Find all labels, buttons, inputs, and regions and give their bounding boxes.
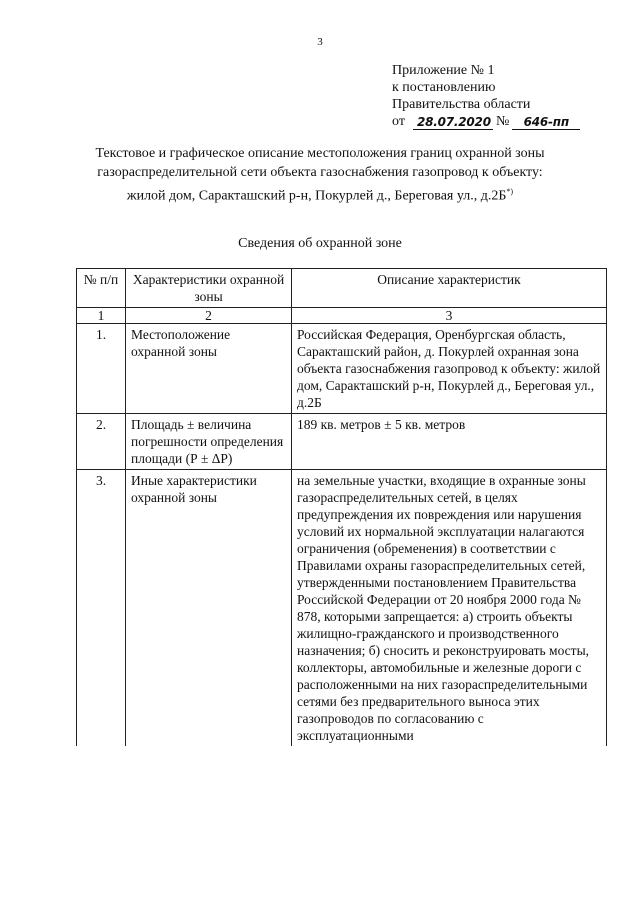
footnote-mark: *) xyxy=(506,187,514,196)
protection-zone-table xyxy=(76,268,607,746)
appendix-date-line xyxy=(392,113,580,130)
column-numbering-row xyxy=(77,308,607,324)
column-number: 3 xyxy=(292,308,607,324)
from-label: от xyxy=(392,114,405,129)
number-label: № xyxy=(495,114,510,129)
table-row xyxy=(77,470,607,747)
column-number: 1 xyxy=(77,308,126,324)
row-characteristic: Местоположение охранной зоны xyxy=(126,324,292,414)
handwritten-number: 646-пп xyxy=(512,116,580,130)
row-number: 3. xyxy=(77,470,126,747)
table-row xyxy=(77,324,607,414)
row-description: на земельные участки, входящие в охранные зоны газораспределительных сетей, в целях предупреждения их повреждения или нарушения условий их нормальной эксплуатации налагаются ограничения (обременения) в соответствии с Правилами охраны газораспределительных сетей, утвержденными постановлением Правительства Российской Федерации от 20 ноября 2000 года № 878, которыми запрещается: а) строить объекты жилищно-гражданского и производственного назначения; б) сносить и реконструировать мосты, коллекторы, автомобильные и железные дороги с расположенными на них газораспределительными сетями без предварительного выноса этих газопроводов по согласованию с эксплуатационными xyxy=(292,470,607,747)
appendix-line-1: Приложение № 1 xyxy=(392,63,495,78)
header-description: Описание характеристик xyxy=(292,269,607,308)
appendix-line-3: Правительства области xyxy=(392,97,531,112)
page-number: 3 xyxy=(317,36,323,48)
section-subtitle: Сведения об охранной зоне xyxy=(238,236,402,251)
row-number: 2. xyxy=(77,414,126,470)
appendix-line-2: к постановлению xyxy=(392,80,496,95)
handwritten-date: 28.07.2020 xyxy=(413,116,493,130)
row-characteristic: Иные характеристики охранной зоны xyxy=(126,470,292,747)
row-number: 1. xyxy=(77,324,126,414)
row-characteristic: Площадь ± величина погрешности определения площади (Р ± ΔР) xyxy=(126,414,292,470)
title-text: Текстовое и графическое описание местоположения границ охранной зоны газораспределительной сети объекта газоснабжения газопровод к объекту: жилой дом, Саракташский р-н, Покурлей д., Береговая ул., д.2Б xyxy=(95,146,545,204)
row-description: Российская Федерация, Оренбургская область, Саракташский район, д. Покурлей охранная зона объекта газоснабжения газопровод к объекту: жилой дом, Саракташский р-н, Покурлей д., Береговая ул., д.2Б xyxy=(292,324,607,414)
column-number: 2 xyxy=(126,308,292,324)
row-description: 189 кв. метров ± 5 кв. метров xyxy=(292,414,607,470)
header-number: № п/п xyxy=(77,269,126,308)
header-characteristic: Характеристики охранной зоны xyxy=(126,269,292,308)
document-title xyxy=(80,144,560,206)
table-row xyxy=(77,414,607,470)
table-header-row xyxy=(77,269,607,308)
appendix-block xyxy=(392,62,580,130)
